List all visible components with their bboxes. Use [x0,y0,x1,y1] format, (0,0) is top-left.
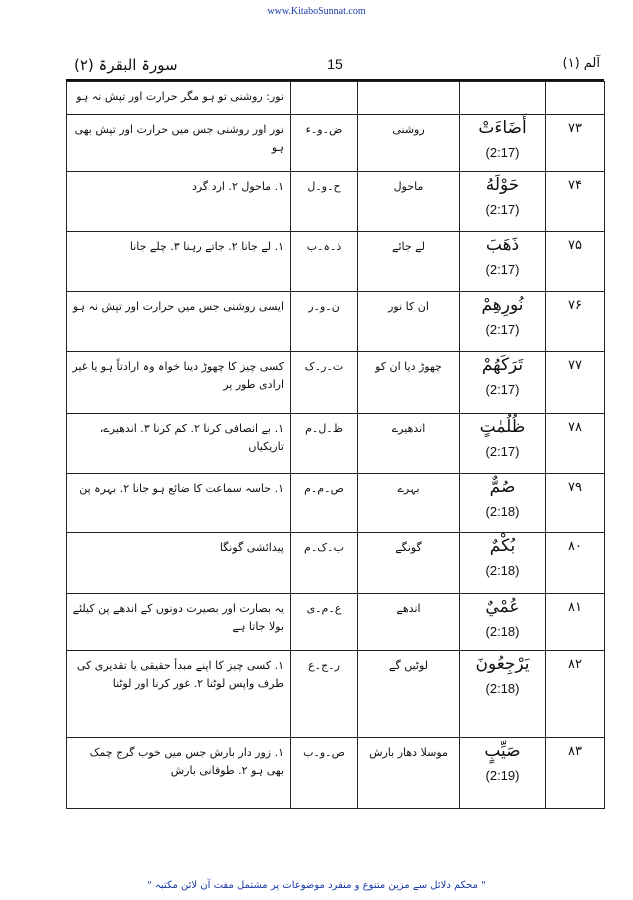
verse-reference: (2:17) [485,262,520,277]
arabic-word: ذَهَبَ [485,235,520,255]
arabic-word: صُمٌّ [489,477,516,497]
entry-number: ۸۲ [546,651,605,738]
arabic-word-cell [460,172,546,232]
arabic-word: يَرْجِعُونَ [475,654,530,674]
verse-reference: (2:17) [485,145,520,160]
arabic-word-cell [460,738,546,809]
meaning: لے جائے [358,232,460,292]
verse-reference: (2:18) [485,563,520,578]
verse-reference: (2:18) [485,504,520,519]
empty-word-cell [460,82,546,115]
meaning: اندھے [358,594,460,651]
table-row [67,115,605,172]
arabic-word: تَرَكَهُمْ [481,355,524,375]
root-letters: ت۔ر۔ک [291,352,358,414]
root-letters: ح۔و۔ل [291,172,358,232]
juz-label: آلم (۱) [562,56,600,71]
root-letters: ع۔م۔ی [291,594,358,651]
entry-number: ۷۹ [546,474,605,533]
definition: ایسی روشنی جس میں حرارت اور تپش نہ ہو [67,292,291,352]
root-letters: ص۔م۔م [291,474,358,533]
verse-reference: (2:17) [485,202,520,217]
arabic-word-cell [460,651,546,738]
arabic-word-cell [460,292,546,352]
entry-number: ۷۶ [546,292,605,352]
definition: ۱. زور دار بارش جس میں خوب گرج چمک بھی ہو ۲. طوفانی بارش [67,738,291,809]
verse-reference: (2:17) [485,382,520,397]
entry-number: ۷۳ [546,115,605,172]
definition: کسی چیز کا چھوڑ دینا خواہ وہ ارادتاً ہو یا غیر ارادی طور پر [67,352,291,414]
definition: ۱. حاسہ سماعت کا ضائع ہو جانا ۲. بہرہ پن [67,474,291,533]
definition: ۱. لے جانا ۲. جاتے رہنا ۳. چلے جانا [67,232,291,292]
entry-number: ۷۵ [546,232,605,292]
table-row [67,352,605,414]
empty-meaning-cell [358,82,460,115]
continuation-row [67,82,605,115]
arabic-word: عُمْيٌ [485,597,520,617]
table-row [67,232,605,292]
root-letters: ب۔ک۔م [291,533,358,594]
meaning: ماحول [358,172,460,232]
arabic-word: صَيِّبٍ [484,741,521,761]
footer-tagline: " محکم دلائل سے مزین متنوع و منفرد موضوعات پر مشتمل مفت آن لائن مکتبہ " [147,880,486,891]
definition: نور اور روشنی جس میں حرارت اور تپش بھی ہو [67,115,291,172]
meaning: گونگے [358,533,460,594]
table-row [67,414,605,474]
meaning: ان کا نور [358,292,460,352]
arabic-word-cell [460,474,546,533]
definition: ۱. کسی چیز کا اپنے مبدأ حقیقی یا تقدیری کی طرف واپس لوٹنا ۲. غور کرنا اور لوٹنا [67,651,291,738]
table-row [67,533,605,594]
verse-reference: (2:18) [485,624,520,639]
entry-number: ۸۰ [546,533,605,594]
arabic-word: نُورِهِمْ [481,295,524,315]
vocabulary-table [66,81,605,809]
verse-reference: (2:17) [485,444,520,459]
root-letters: ص۔و۔ب [291,738,358,809]
arabic-word-cell [460,414,546,474]
arabic-word-cell [460,232,546,292]
continuation-definition: نور: روشنی تو ہو مگر حرارت اور تپش نہ ہو [67,82,291,115]
meaning: اندھیرے [358,414,460,474]
arabic-word: ظُلُمٰتٍ [479,417,526,437]
entry-number: ۸۳ [546,738,605,809]
meaning: چھوڑ دیا ان کو [358,352,460,414]
arabic-word-cell [460,352,546,414]
verse-reference: (2:17) [485,322,520,337]
table-row [67,651,605,738]
empty-num-cell [546,82,605,115]
surah-label: سورۃ البقرۃ (۲) [74,56,178,74]
arabic-word-cell [460,115,546,172]
entry-number: ۷۷ [546,352,605,414]
arabic-word-cell [460,533,546,594]
arabic-word: بُكْمٌ [489,536,516,556]
table-row [67,594,605,651]
table-row [67,738,605,809]
arabic-word-cell [460,594,546,651]
table-row [67,292,605,352]
entry-number: ۸۱ [546,594,605,651]
meaning: بہرے [358,474,460,533]
definition: ۱. ماحول ۲. ارد گرد [67,172,291,232]
verse-reference: (2:19) [485,768,520,783]
root-letters: ض۔و۔ء [291,115,358,172]
site-url: www.KitaboSunnat.com [267,6,366,17]
root-letters: ظ۔ل۔م [291,414,358,474]
entry-number: ۷۸ [546,414,605,474]
page-header [66,52,604,78]
page-number: 15 [327,56,343,72]
empty-root-cell [291,82,358,115]
arabic-word: أَضَاءَتْ [478,118,527,138]
meaning: موسلا دھار بارش [358,738,460,809]
arabic-word: حَوْلَهُ [485,175,520,195]
table-row [67,172,605,232]
meaning: لوٹیں گے [358,651,460,738]
verse-reference: (2:18) [485,681,520,696]
definition: یہ بصارت اور بصیرت دونوں کے اندھے پن کیلئے بولا جاتا ہے [67,594,291,651]
definition: ۱. بے انصافی کرنا ۲. کم کرنا ۳. اندھیرے، تاریکیاں [67,414,291,474]
root-letters: ن۔و۔ر [291,292,358,352]
entry-number: ۷۴ [546,172,605,232]
table-row [67,474,605,533]
root-letters: ر۔ج۔ع [291,651,358,738]
root-letters: ذ۔ہ۔ب [291,232,358,292]
meaning: روشنی [358,115,460,172]
definition: پیدائشی گونگا [67,533,291,594]
